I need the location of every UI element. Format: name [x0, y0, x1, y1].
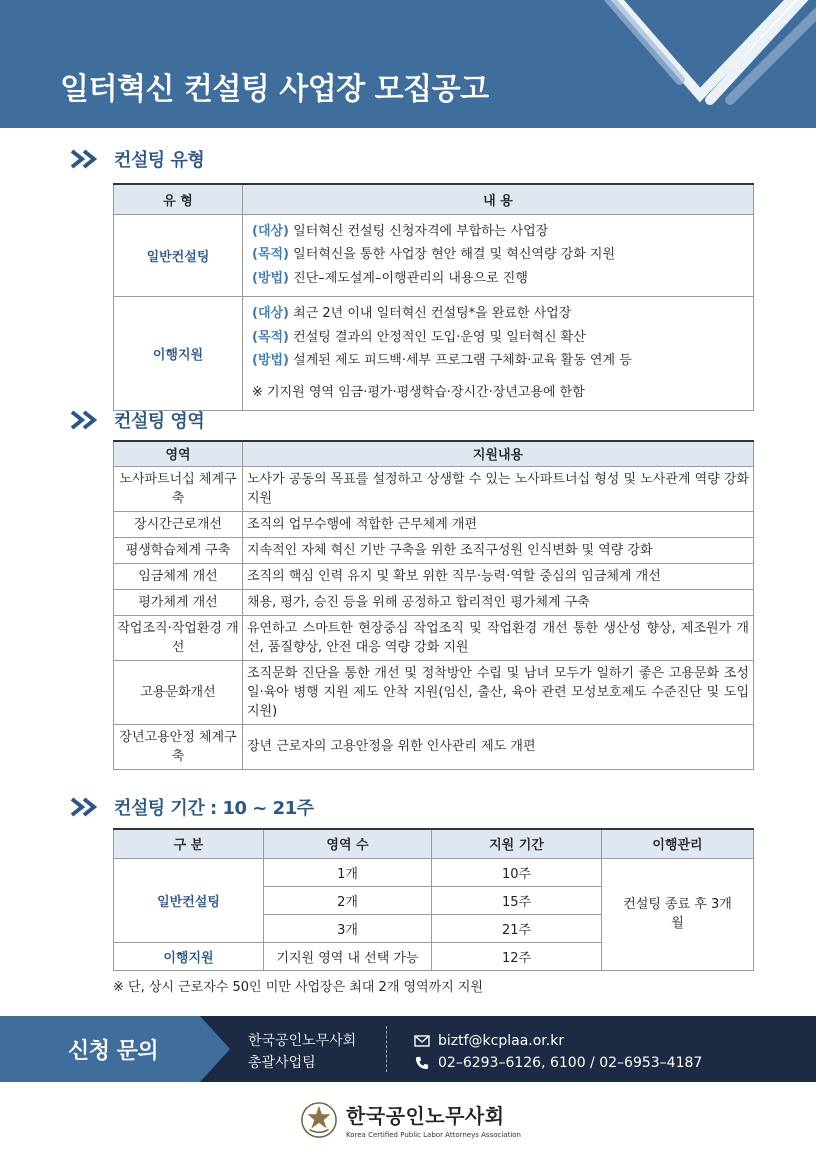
phone-number[interactable]: 02–6293–6126, 6100 / 02–6953–4187 — [438, 1055, 703, 1071]
column-header: 내 용 — [243, 184, 754, 214]
consulting-type-table — [113, 183, 754, 411]
line-text: 진단–제도설계–이행관리의 내용으로 진행 — [289, 270, 528, 286]
page-header — [0, 0, 816, 128]
chevron-double-right-icon — [70, 149, 106, 169]
org-team: 총괄사업팀 — [248, 1055, 316, 1071]
table-row — [114, 660, 754, 724]
table-row — [114, 589, 754, 615]
type-cell: 일반컨설팅 — [114, 214, 243, 297]
areas-cell: 1개 — [264, 858, 432, 886]
table-row — [114, 297, 754, 411]
decorative-cross-lines-icon — [560, 0, 816, 128]
category-cell: 일반컨설팅 — [114, 858, 264, 942]
consulting-period-table — [113, 828, 754, 971]
line-text: 일터혁신을 통한 사업장 현안 해결 및 혁신역량 강화 지원 — [289, 247, 616, 262]
table-row — [114, 563, 754, 589]
column-header: 유 형 — [114, 184, 243, 214]
section-title: 컨설팅 영역 — [114, 411, 205, 432]
keyword: (목적) — [252, 247, 289, 262]
area-cell: 장시간근로개선 — [114, 511, 243, 537]
period-cell: 10주 — [432, 858, 602, 886]
association-emblem-icon — [300, 1101, 338, 1139]
area-cell: 장년고용안정 체계구축 — [114, 724, 243, 769]
envelope-icon — [414, 1035, 430, 1047]
table-row — [114, 615, 754, 660]
type-cell: 이행지원 — [114, 297, 243, 411]
area-cell: 평생학습체계 구축 — [114, 537, 243, 563]
keyword: (방법) — [252, 353, 289, 368]
chevron-double-right-icon — [70, 410, 106, 430]
desc-cell: 지속적인 자체 혁신 기반 구축을 위한 조직구성원 인식변화 및 역량 강화 — [243, 537, 754, 563]
footnote: ※ 단, 상시 근로자수 50인 미만 사업장은 최대 2개 영역까지 지원 — [113, 980, 483, 995]
table-row — [114, 511, 754, 537]
desc-cell: 유연하고 스마트한 현장중심 작업조직 및 작업환경 개선 통한 생산성 향상, 제조원가 개선, 품질향상, 안전 대응 역량 강화 지원 — [243, 615, 754, 660]
content-cell — [243, 214, 754, 297]
area-cell: 평가체계 개선 — [114, 589, 243, 615]
contact-band — [0, 1016, 816, 1082]
desc-cell: 노사가 공동의 목표를 설정하고 상생할 수 있는 노사파트너십 형성 및 노사관계 역량 강화 지원 — [243, 466, 754, 511]
section-title: 컨설팅 유형 — [114, 150, 205, 171]
consulting-area-table — [113, 440, 754, 770]
areas-cell: 3개 — [264, 914, 432, 942]
area-cell: 고용문화개선 — [114, 660, 243, 724]
desc-cell: 장년 근로자의 고용안정을 위한 인사관리 제도 개편 — [243, 724, 754, 769]
table-row — [114, 214, 754, 297]
section-heading-period — [70, 794, 314, 820]
table-row — [114, 466, 754, 511]
keyword: (방법) — [252, 270, 289, 286]
keyword: (대상) — [252, 223, 289, 239]
content-cell — [243, 297, 754, 411]
desc-cell: 조직의 핵심 인력 유지 및 확보 위한 직무·능력·역할 중심의 임금체계 개선 — [243, 563, 754, 589]
logo-english: Korea Certified Public Labor Attorneys Association — [346, 1131, 521, 1139]
column-header: 구 분 — [114, 829, 264, 858]
section-heading-area — [70, 407, 204, 433]
table-row — [114, 724, 754, 769]
column-header: 영역 수 — [264, 829, 432, 858]
area-cell: 임금체계 개선 — [114, 563, 243, 589]
desc-cell: 조직문화 진단을 통한 개선 및 정착방안 수립 및 남녀 모두가 일하기 좋은 고용문화 조성 일·육아 병행 지원 제도 안착 지원(임신, 출산, 육아 관련 모성보호제도 수준진단 및 도입 지원) — [243, 660, 754, 724]
keyword: (목적) — [252, 329, 289, 345]
page-title: 일터혁신 컨설팅 사업장 모집공고 — [60, 72, 489, 107]
column-header: 지원내용 — [243, 441, 754, 466]
areas-cell: 2개 — [264, 886, 432, 914]
area-cell: 노사파트너십 체계구축 — [114, 466, 243, 511]
table-row — [114, 858, 754, 886]
column-header: 영역 — [114, 441, 243, 466]
keyword: (대상) — [252, 306, 289, 321]
email-link[interactable]: biztf@kcplaa.or.kr — [438, 1033, 565, 1049]
period-cell: 21주 — [432, 914, 602, 942]
line-text: 설계된 제도 피드백·세부 프로그램 구체화·교육 활동 연계 등 — [289, 353, 632, 368]
contact-org — [248, 1030, 356, 1074]
line-text: 최근 2년 이내 일터혁신 컨설팅*을 완료한 사업장 — [289, 306, 572, 321]
footer-logo — [300, 1100, 521, 1139]
contact-info — [414, 1030, 702, 1074]
logo-korean: 한국공인노무사회 — [346, 1104, 505, 1128]
line-text: 컨설팅 결과의 안정적인 도입·운영 및 일터혁신 확산 — [289, 329, 586, 345]
period-cell: 15주 — [432, 886, 602, 914]
area-cell: 작업조직·작업환경 개선 — [114, 615, 243, 660]
phone-icon — [414, 1056, 430, 1070]
table-row — [114, 537, 754, 563]
desc-cell: 조직의 업무수행에 적합한 근무체계 개편 — [243, 511, 754, 537]
desc-cell: 채용, 평가, 승진 등을 위해 공정하고 합리적인 평가체계 구축 — [243, 589, 754, 615]
period-cell: 12주 — [432, 942, 602, 970]
category-cell: 이행지원 — [114, 942, 264, 970]
column-header: 이행관리 — [602, 829, 754, 858]
chevron-double-right-icon — [70, 797, 106, 817]
section-title: 컨설팅 기간 : 10 ~ 21주 — [114, 798, 314, 819]
contact-label: 신청 문의 — [68, 1039, 159, 1064]
note-text: ※ 기지원 영역 임금·평가·평생학습·장시간·장년고용에 한함 — [252, 384, 585, 400]
org-name: 한국공인노무사회 — [248, 1033, 357, 1049]
areas-cell: 기지원 영역 내 선택 가능 — [264, 942, 432, 970]
divider — [386, 1026, 387, 1072]
column-header: 지원 기간 — [432, 829, 602, 858]
manage-text: 컨설팅 종료 후 3개월 — [623, 897, 732, 931]
line-text: 일터혁신 컨설팅 신청자격에 부합하는 사업장 — [289, 223, 549, 239]
section-heading-type — [70, 146, 204, 172]
manage-cell — [602, 858, 754, 970]
